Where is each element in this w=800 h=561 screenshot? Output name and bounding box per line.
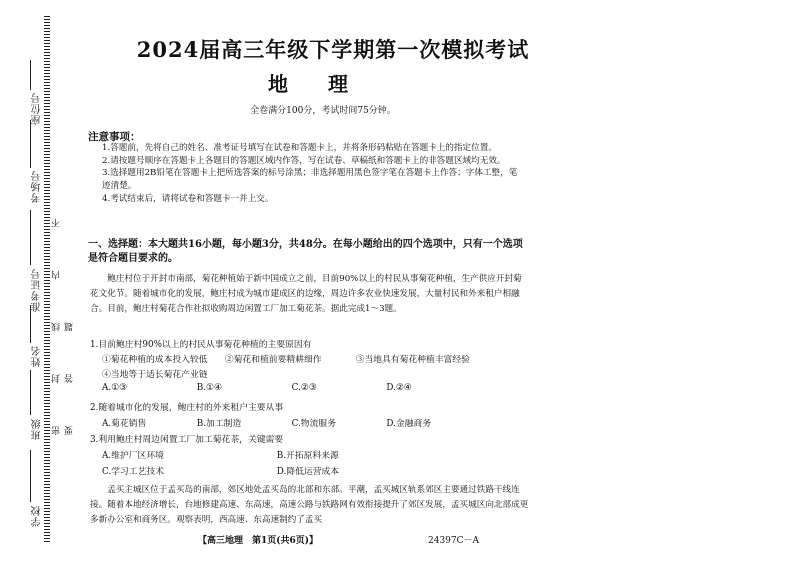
class-line: [30, 370, 31, 415]
option-c: C.②③: [291, 383, 317, 393]
option-a: A.①③: [102, 383, 127, 393]
option-a: A.维护厂区环境: [102, 451, 164, 461]
ticket-label: 准考证号: [32, 268, 43, 312]
option-b: B.①④: [196, 383, 222, 393]
seat-label: 座位号: [32, 92, 43, 125]
seal-text: 密 封 线 内 不 要 答 题: [52, 198, 75, 435]
material-passage-1: 鲍庄村位于开封市南部，菊花种植始于新中国成立之前，目前90%以上的村民从事菊花种植，生产供应开封菊花文化节。随着城市化的发展，鲍庄村成为城市建成区的边缘，周边许多农业快速发展，大量村民和外来租户相融合。目前，鲍庄村菊花合作社拟收购周边闲置工厂加工菊花茶。据此完成1～3题。: [90, 274, 522, 314]
statement-4: ④当地等于适长菊花产业链: [102, 370, 208, 380]
question-1-statements-row1: [102, 352, 470, 365]
question-2-stem: 2.随着城市化的发展，鲍庄村的外来租户主要从事: [90, 403, 284, 413]
question-1-statements-row2: [102, 367, 208, 380]
statement-1: ①菊花种植的成本投入较低: [102, 355, 208, 365]
subject-title: 地理: [268, 72, 388, 96]
class-label: 班级: [32, 418, 43, 440]
notice-item: 1.答题前，先将自己的姓名、准考证号填写在试卷和答题卡上，并将条形码粘贴在答题卡上的指定位置。: [102, 143, 497, 153]
question-3-options-row1: [102, 448, 339, 461]
question-1-options: [102, 383, 412, 393]
exam-no-label: 考场号: [32, 170, 43, 203]
paper-code: 24397C－A: [428, 536, 480, 546]
option-c: C.物流服务: [291, 419, 336, 429]
notice-item: 3.选择题用2B铅笔在答题卡上把所选答案的标号涂黑；非选择题用黑色签字笔在答题卡上作答；字体工整，笔迹清楚。: [102, 168, 518, 192]
exam-no-line: [30, 120, 31, 168]
exam-title: 2024届高三年级下学期第一次模拟考试: [136, 37, 530, 62]
school-line: [30, 450, 31, 502]
score-info: 全卷满分100分，考试时间75分钟。: [250, 106, 396, 116]
notice-item: 2.请按题号顺序在答题卡上各题目的答题区域内作答，写在试卷、草稿纸和答题卡上的非答题区域均无效。: [102, 155, 506, 166]
section-heading: 一、选择题：本大题共16小题，每小题3分，共48分。在每小题给出的四个选项中，只有一个选项是符合题目要求的。: [88, 239, 523, 264]
option-d: D.降低运营成本: [276, 467, 340, 477]
question-3-stem: 3.利用鲍庄村周边闲置工厂加工菊花茶，关键需要: [90, 435, 284, 445]
question-3-options-row2: [102, 464, 339, 477]
option-d: D.金融商务: [386, 419, 432, 429]
notice-list: [102, 142, 522, 206]
option-d: D.②④: [386, 383, 412, 393]
notice-heading: 注意事项：: [88, 131, 141, 143]
option-b: B.开拓原料来源: [276, 451, 339, 461]
statement-2: ②菊花和植前要精耕细作: [224, 355, 322, 365]
page-footer: 【高三地理 第1页(共6页)】: [198, 536, 319, 546]
name-label: 姓名: [32, 345, 43, 367]
option-c: C.学习工艺技术: [102, 467, 164, 477]
ticket-line: [30, 210, 31, 265]
material-passage-2: 孟买主城区位于孟买岛的南部，郊区地处孟买岛的北部和东部。平潮，孟买城区轨系郊区主要通过铁路干线连接。随着本地经济增长，台地修建高速、东高速，高速公路与铁路网有效衔接提升了郊区发展，孟买城区向北部成更多新办公室和商务区。观察表明，西高速、东高速制约了孟买: [90, 485, 529, 525]
question-2-options: [102, 416, 431, 429]
question-1-stem: 1.目前鲍庄村90%以上的村民从事菊花种植的主要原因有: [90, 340, 312, 350]
seat-line: [30, 60, 31, 90]
name-line: [30, 305, 31, 343]
binding-strip: [0, 0, 75, 561]
option-b: B.加工制造: [196, 419, 242, 429]
option-a: A.菊花销售: [102, 419, 147, 429]
statement-3: ③当地具有菊花种植丰富经验: [355, 355, 470, 365]
school-label: 学校: [32, 505, 43, 527]
notice-item: 4.考试结束后，请将试卷和答题卡一并上交。: [102, 193, 274, 204]
exam-page: [78, 0, 778, 561]
